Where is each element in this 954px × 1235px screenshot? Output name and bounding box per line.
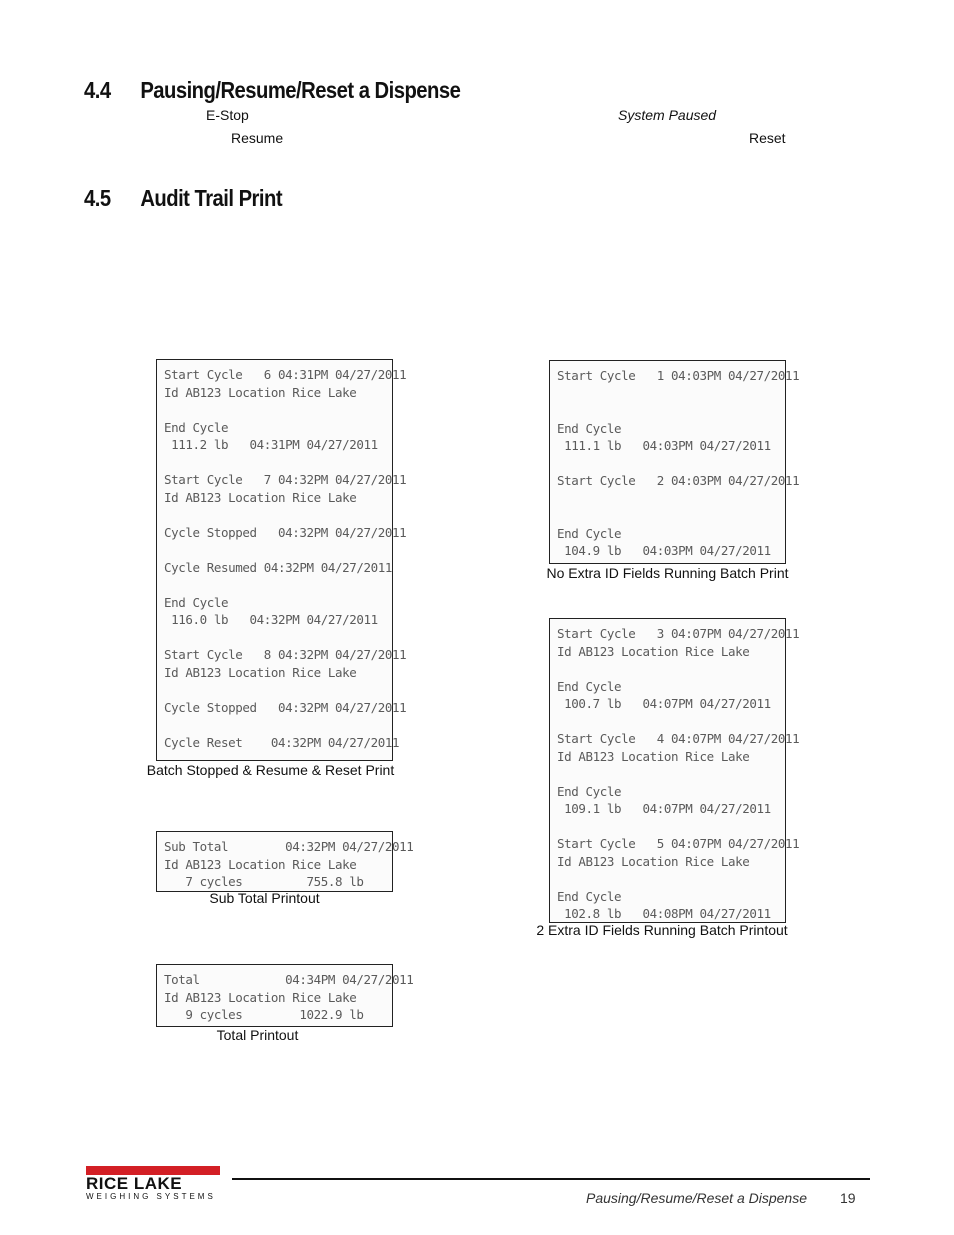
receipt-line: 109.1 lb 04:07PM 04/27/2011 bbox=[557, 801, 771, 816]
section-title: Audit Trail Print bbox=[140, 185, 283, 211]
caption-sub-total: Sub Total Printout bbox=[209, 890, 320, 906]
section-title: Pausing/Resume/Reset a Dispense bbox=[140, 77, 461, 103]
receipt-line bbox=[164, 629, 392, 647]
receipt-line: End Cycle bbox=[164, 594, 229, 610]
page-number: 19 bbox=[840, 1190, 856, 1206]
receipt-line: Cycle Stopped 04:32PM 04/27/2011 bbox=[164, 524, 407, 540]
receipt-line: Cycle Resumed 04:32PM 04/27/2011 bbox=[164, 559, 393, 575]
receipt-line bbox=[557, 660, 785, 678]
receipt-line bbox=[557, 402, 785, 420]
receipt-line: 111.1 lb 04:03PM 04/27/2011 bbox=[557, 438, 771, 453]
receipt-line: 9 cycles 1022.9 lb bbox=[164, 1007, 364, 1022]
receipt-line: Start Cycle 4 04:07PM 04/27/2011 bbox=[557, 731, 800, 746]
receipt-line: Start Cycle 2 04:03PM 04/27/2011 bbox=[557, 473, 800, 488]
receipt-line bbox=[557, 385, 785, 403]
section-heading-4-4 bbox=[84, 77, 460, 104]
receipt-line: Total 04:34PM 04/27/2011 bbox=[164, 972, 414, 987]
receipt-line: 111.2 lb 04:31PM 04/27/2011 bbox=[164, 437, 378, 452]
receipt-line bbox=[557, 507, 785, 525]
receipt-line bbox=[557, 490, 785, 508]
receipt-line: 7 cycles 755.8 lb bbox=[164, 874, 364, 889]
receipt-line: 102.8 lb 04:08PM 04/27/2011 bbox=[557, 906, 771, 921]
section-heading-4-5 bbox=[84, 185, 282, 212]
receipt-line: Start Cycle 5 04:07PM 04/27/2011 bbox=[557, 836, 800, 851]
receipt-line bbox=[164, 541, 392, 559]
receipt-line bbox=[164, 681, 392, 699]
caption-batch-stopped: Batch Stopped & Resume & Reset Print bbox=[146, 762, 395, 778]
receipt-line: End Cycle bbox=[557, 783, 622, 799]
receipt-line: Id AB123 Location Rice Lake bbox=[557, 853, 750, 869]
receipt-line: 116.0 lb 04:32PM 04/27/2011 bbox=[164, 612, 378, 627]
receipt-line: End Cycle bbox=[557, 420, 622, 436]
receipt-line: End Cycle bbox=[557, 888, 622, 904]
receipt-no-extra-id bbox=[549, 360, 800, 564]
logo-tagline: WEIGHING SYSTEMS bbox=[86, 1192, 216, 1201]
receipt-line: Cycle Stopped 04:32PM 04/27/2011 bbox=[164, 699, 407, 715]
receipt-line bbox=[557, 455, 785, 473]
receipt-line bbox=[557, 870, 785, 888]
receipt-sub-total bbox=[156, 831, 414, 892]
receipt-line: Id AB123 Location Rice Lake bbox=[164, 384, 357, 400]
receipt-line: Cycle Reset 04:32PM 04/27/2011 bbox=[164, 734, 400, 750]
receipt-line: Id AB123 Location Rice Lake bbox=[164, 664, 357, 680]
receipt-line bbox=[557, 818, 785, 836]
receipt-line bbox=[164, 454, 392, 472]
receipt-line bbox=[164, 576, 392, 594]
receipt-line bbox=[164, 401, 392, 419]
receipt-line bbox=[557, 713, 785, 731]
receipt-line: Id AB123 Location Rice Lake bbox=[164, 989, 357, 1005]
receipt-batch-stopped bbox=[156, 359, 407, 761]
system-paused-term: System Paused bbox=[618, 107, 717, 123]
section-number: 4.4 bbox=[84, 77, 111, 103]
caption-no-extra-id: No Extra ID Fields Running Batch Print bbox=[546, 565, 789, 581]
receipt-line bbox=[557, 765, 785, 783]
receipt-line: Start Cycle 3 04:07PM 04/27/2011 bbox=[557, 626, 800, 641]
receipt-two-extra-id bbox=[549, 618, 800, 923]
receipt-line: Id AB123 Location Rice Lake bbox=[164, 856, 357, 872]
receipt-line: Id AB123 Location Rice Lake bbox=[557, 643, 750, 659]
receipt-line: Start Cycle 8 04:32PM 04/27/2011 bbox=[164, 647, 407, 662]
footer-running-title: Pausing/Resume/Reset a Dispense bbox=[586, 1190, 808, 1206]
footer-rule bbox=[232, 1178, 870, 1180]
receipt-line: End Cycle bbox=[557, 678, 622, 694]
resume-term: Resume bbox=[231, 130, 284, 146]
reset-term: Reset bbox=[749, 130, 786, 146]
receipt-line: Id AB123 Location Rice Lake bbox=[557, 748, 750, 764]
logo-wordmark: RICE LAKE bbox=[86, 1174, 183, 1193]
receipt-line: 100.7 lb 04:07PM 04/27/2011 bbox=[557, 696, 771, 711]
receipt-line bbox=[164, 716, 392, 734]
receipt-line: 104.9 lb 04:03PM 04/27/2011 bbox=[557, 543, 771, 558]
section-number: 4.5 bbox=[84, 185, 111, 211]
receipt-line: Start Cycle 1 04:03PM 04/27/2011 bbox=[557, 368, 800, 383]
caption-two-extra-id: 2 Extra ID Fields Running Batch Printout bbox=[536, 922, 788, 938]
estop-term: E-Stop bbox=[206, 107, 249, 123]
receipt-line: End Cycle bbox=[557, 525, 622, 541]
receipt-line: Start Cycle 6 04:31PM 04/27/2011 bbox=[164, 367, 407, 382]
caption-total: Total Printout bbox=[216, 1027, 299, 1043]
receipt-line: Sub Total 04:32PM 04/27/2011 bbox=[164, 839, 414, 854]
receipt-total bbox=[156, 964, 414, 1027]
receipt-line: Id AB123 Location Rice Lake bbox=[164, 489, 357, 505]
receipt-line: End Cycle bbox=[164, 419, 229, 435]
receipt-line bbox=[164, 506, 392, 524]
receipt-line: Start Cycle 7 04:32PM 04/27/2011 bbox=[164, 472, 407, 487]
